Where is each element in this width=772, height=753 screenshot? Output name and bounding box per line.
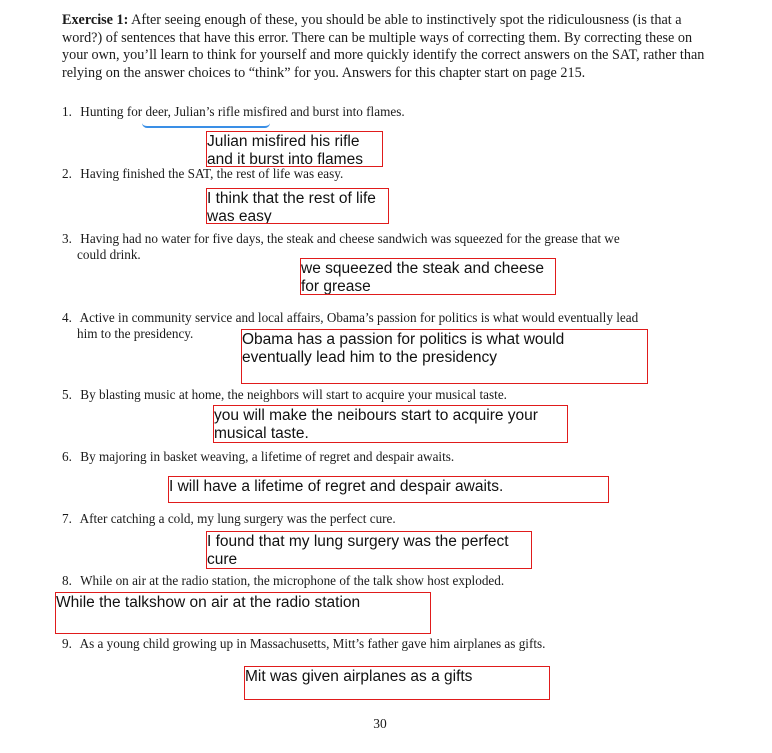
question-number: 3. — [62, 231, 72, 246]
answer-box-8[interactable] — [55, 592, 431, 634]
answer-line: cure — [207, 551, 238, 568]
question-6 — [62, 449, 712, 465]
question-text: After catching a cold, my lung surgery was the perfect cure. — [79, 511, 396, 526]
answer-box-9[interactable] — [244, 666, 550, 700]
question-number: 5. — [62, 387, 72, 402]
question-text: Having had no water for five days, the steak and cheese sandwich was squeezed for the grease that we — [80, 231, 620, 246]
question-number: 1. — [62, 104, 72, 119]
question-text: Having finished the SAT, the rest of life was easy. — [80, 166, 344, 181]
answer-box-2[interactable] — [206, 188, 389, 224]
question-number: 7. — [62, 511, 72, 526]
answer-line: we squeezed the steak and cheese — [301, 260, 545, 277]
question-number: 9. — [62, 636, 72, 651]
question-number: 4. — [62, 310, 72, 325]
question-number: 8. — [62, 573, 72, 588]
question-text: Hunting for deer, Julian’s rifle misfired and burst into flames. — [80, 104, 405, 119]
answer-line: you will make the neibours start to acquire your — [214, 407, 538, 424]
answer-line: While the talkshow on air at the radio station — [56, 594, 361, 611]
answer-line: was easy — [207, 208, 272, 224]
question-8 — [62, 573, 712, 589]
question-text-continued: him to the presidency. — [77, 326, 194, 341]
question-text: As a young child growing up in Massachusetts, Mitt’s father gave him airplanes as gifts. — [79, 636, 546, 651]
answer-line: I found that my lung surgery was the perfect — [207, 533, 509, 550]
highlight-underline — [142, 123, 270, 128]
answer-line: and it burst into flames — [207, 151, 363, 167]
answer-box-6[interactable] — [168, 476, 609, 503]
question-number: 2. — [62, 166, 72, 181]
exercise-instructions: After seeing enough of these, you should be able to instinctively spot the ridiculousness (is that a word?) of sentences that have this error. There can be multiple ways of correcting them. By correcting these on your own, you’ll learn to think for yourself and more quickly identify the correct answers on the SAT, rather than relying on the answer choices to “think” for you. Answers for this chapter start on page 215. — [62, 12, 705, 81]
answer-line: Julian misfired his rifle — [207, 133, 360, 150]
question-text: By majoring in basket weaving, a lifetime of regret and despair awaits. — [80, 449, 455, 464]
question-text: By blasting music at home, the neighbors will start to acquire your musical taste. — [80, 387, 507, 402]
exercise-heading: Exercise 1: — [62, 12, 129, 28]
answer-line: Mit was given airplanes as a gifts — [245, 668, 473, 685]
question-7 — [62, 511, 712, 527]
answer-box-3[interactable] — [300, 258, 556, 295]
answer-line: musical taste. — [214, 425, 309, 442]
question-2 — [62, 166, 712, 182]
question-text: While on air at the radio station, the microphone of the talk show host exploded. — [80, 573, 505, 588]
question-text-continued: could drink. — [77, 247, 141, 262]
answer-box-5[interactable] — [213, 405, 568, 443]
answer-box-4[interactable] — [241, 329, 648, 384]
question-number: 6. — [62, 449, 72, 464]
question-text: Active in community service and local affairs, Obama’s passion for politics is what would eventually lead — [79, 310, 639, 325]
answer-line: for grease — [301, 278, 371, 295]
question-1 — [62, 104, 712, 120]
answer-line: eventually lead him to the presidency — [242, 349, 498, 366]
answer-box-7[interactable] — [206, 531, 532, 569]
question-5 — [62, 387, 712, 403]
answer-line: I will have a lifetime of regret and despair awaits. — [169, 478, 504, 495]
answer-box-1[interactable] — [206, 131, 383, 167]
answer-line: Obama has a passion for politics is what would — [242, 331, 565, 348]
question-9 — [62, 636, 712, 652]
answer-line: I think that the rest of life — [207, 190, 376, 207]
page-number: 30 — [373, 716, 387, 731]
exercise-intro — [62, 12, 712, 82]
